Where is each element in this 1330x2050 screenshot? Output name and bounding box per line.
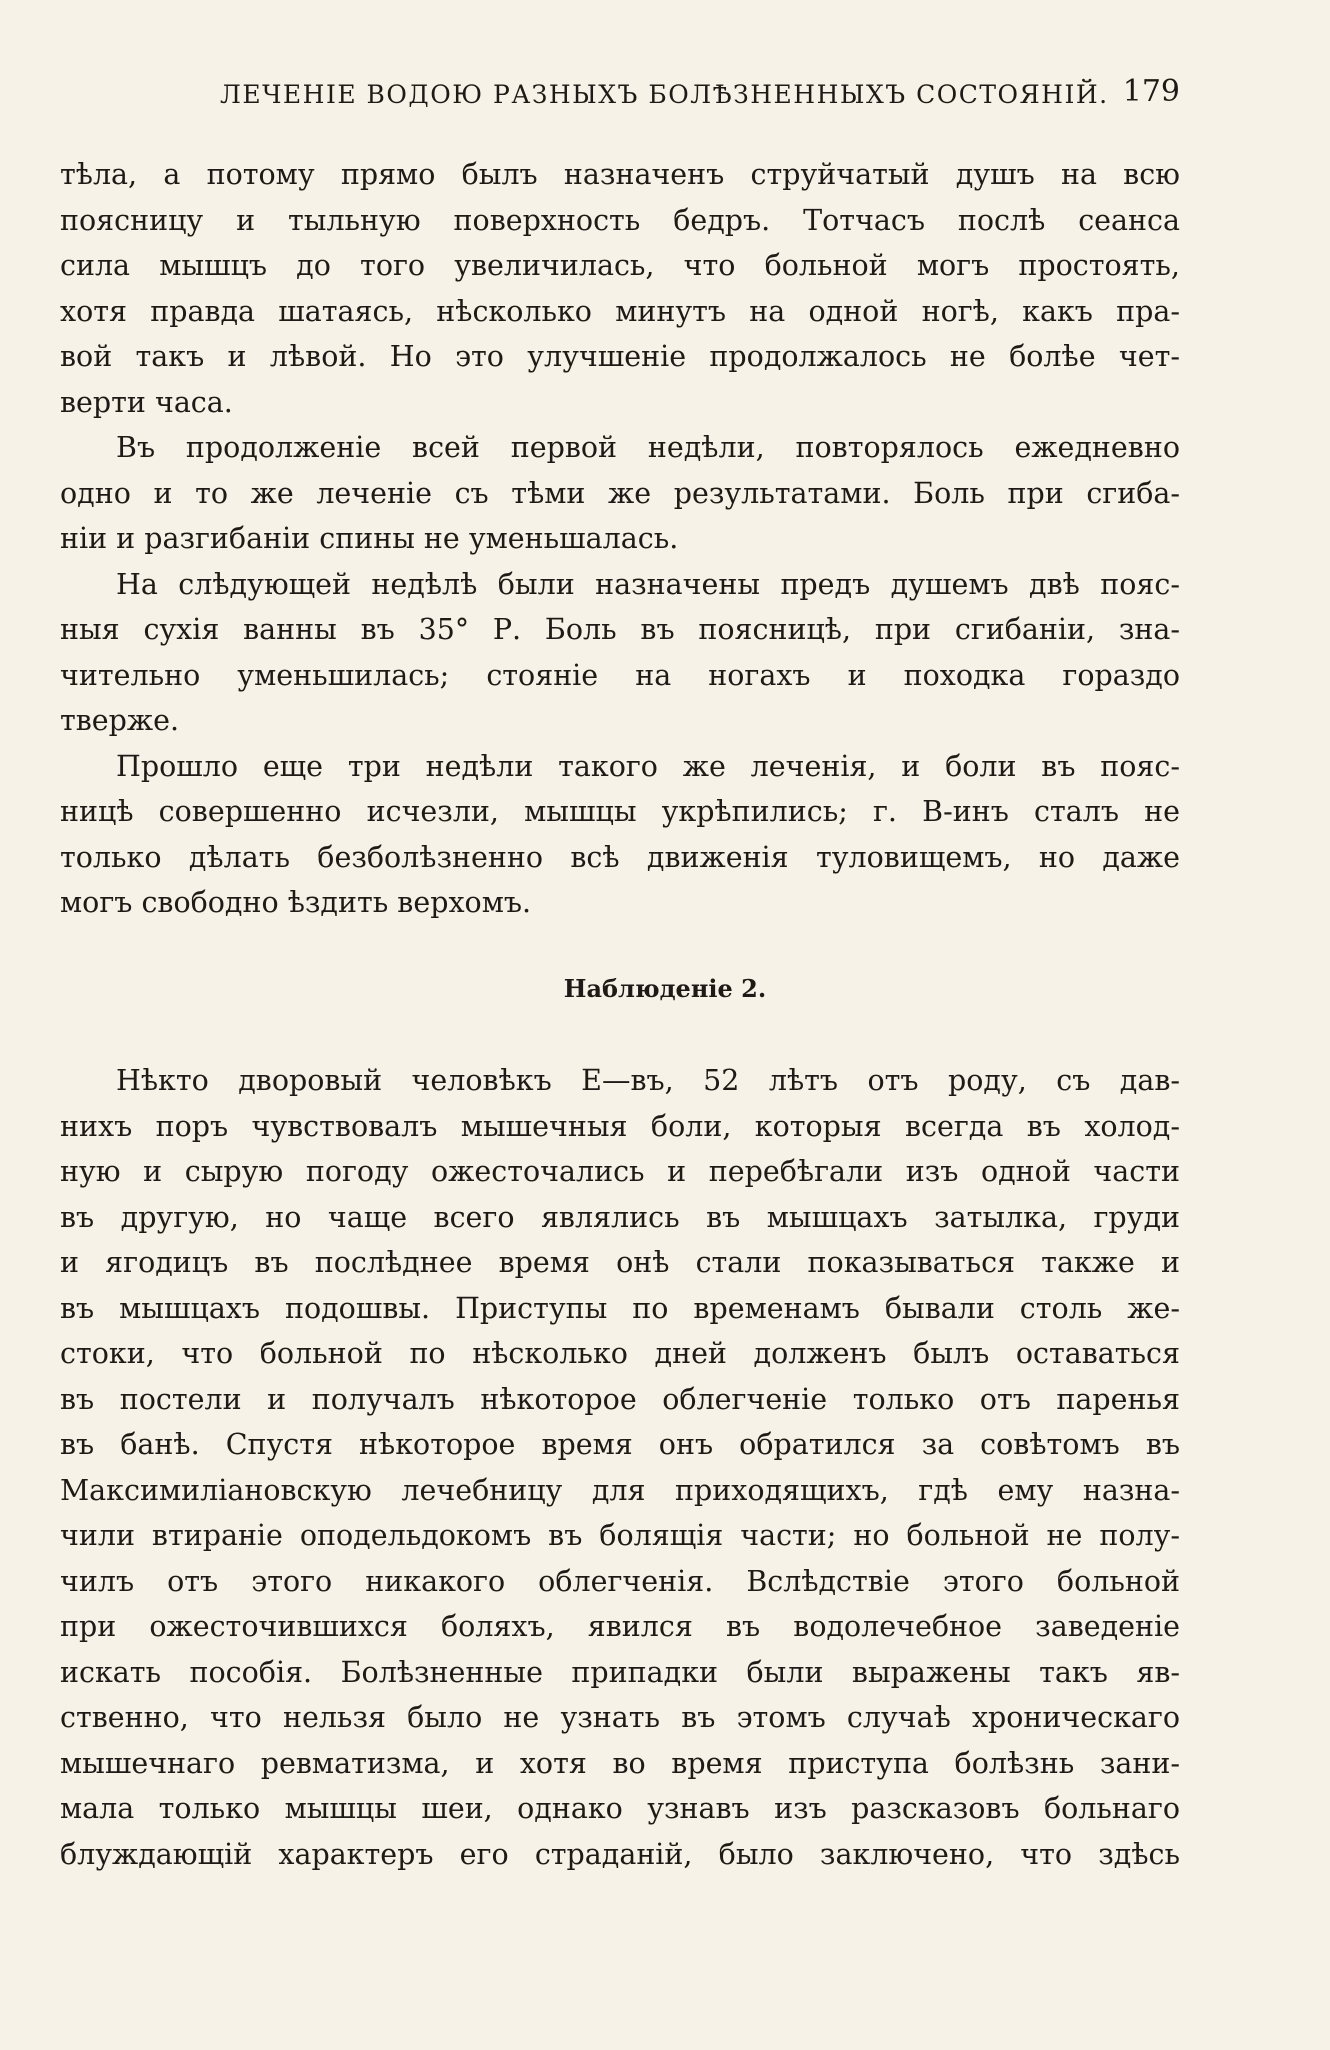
text-line: Прошло еще три недѣли такого же леченія, и боли въ пояс- [116, 749, 1180, 783]
page-number: 179 [1122, 74, 1180, 109]
text-line: Максимиліановскую лечебницу для приходящихъ, гдѣ ему назна- [60, 1473, 1180, 1507]
text-line: чилъ отъ этого никакого облегченія. Вслѣдствіе этого больной [60, 1564, 1180, 1598]
text-line: Нѣкто дворовый человѣкъ Е—въ, 52 лѣтъ отъ роду, съ дав- [116, 1064, 1180, 1097]
page-header [60, 70, 1180, 120]
text-line: тверже. [60, 704, 180, 737]
text-line: сила мышцъ до того увеличилась, что больной могъ простоять, [60, 249, 1180, 282]
text-line: только дѣлать безболѣзненно всѣ движенія туловищемъ, но даже [60, 840, 1180, 874]
text-line: Въ продолженіе всей первой недѣли, повторялось ежедневно [116, 431, 1180, 464]
text-line: На слѣдующей недѣлѣ были назначены предъ душемъ двѣ пояс- [116, 567, 1180, 601]
text-line: мала только мышцы шеи, однако узнавъ изъ разсказовъ больнаго [60, 1792, 1180, 1825]
text-line: искать пособія. Болѣзненные припадки были выражены такъ яв- [60, 1655, 1180, 1689]
text-line: ніи и разгибаніи спины не уменьшалась. [60, 522, 679, 555]
text-line: блуждающій характеръ его страданій, было заключено, что здѣсь [60, 1837, 1180, 1871]
text-block-2 [60, 1058, 1180, 1877]
text-line: стоки, что больной по нѣсколько дней долженъ былъ оставаться [60, 1337, 1180, 1370]
running-title: ЛЕЧЕНІЕ ВОДОЮ РАЗНЫХЪ БОЛѢЗНЕННЫХЪ СОСТОЯНІЙ. [220, 80, 1109, 109]
text-line: тѣла, а потому прямо былъ назначенъ струйчатый душъ на всю [60, 158, 1180, 191]
text-line: ную и сырую погоду ожесточались и перебѣгали изъ одной части [60, 1155, 1180, 1188]
text-line: поясницу и тыльную поверхность бедръ. Тотчасъ послѣ сеанса [60, 203, 1180, 237]
text-line: въ банѣ. Спустя нѣкоторое время онъ обратился за совѣтомъ въ [60, 1428, 1180, 1461]
section-heading: Наблюденіе 2. [563, 974, 767, 1003]
text-line: мышечнаго ревматизма, и хотя во время приступа болѣзнь зани- [60, 1746, 1180, 1780]
text-line: при ожесточившихся боляхъ, явился въ водолечебное заведеніе [60, 1610, 1180, 1643]
text-line: ственно, что нельзя было не узнать въ этомъ случаѣ хроническаго [60, 1701, 1180, 1734]
text-line: и ягодицъ въ послѣднее время онѣ стали показываться также и [60, 1246, 1180, 1279]
text-line: верти часа. [60, 385, 233, 419]
text-line: въ постели и получалъ нѣкоторое облегченіе только отъ паренья [60, 1382, 1180, 1416]
text-line: чительно уменьшилась; стояніе на ногахъ и походка гораздо [60, 658, 1180, 692]
text-line: ницѣ совершенно исчезли, мышцы укрѣпились; г. В-инъ сталъ не [60, 795, 1180, 828]
text-line: вой такъ и лѣвой. Но это улучшеніе продолжалось не болѣе чет- [60, 340, 1180, 373]
text-line: нихъ поръ чувствовалъ мышечныя боли, которыя всегда въ холод- [60, 1109, 1180, 1143]
text-line: въ мышцахъ подошвы. Приступы по временамъ бывали столь же- [60, 1291, 1180, 1325]
text-line: ныя сухія ванны въ 35° Р. Боль въ поясницѣ, при сгибаніи, зна- [60, 613, 1180, 646]
text-line: могъ свободно ѣздить верхомъ. [60, 886, 532, 919]
text-line: хотя правда шатаясь, нѣсколько минутъ на одной ногѣ, какъ пра- [60, 294, 1180, 328]
text-block-1 [60, 152, 1180, 926]
text-line: чили втираніе оподельдокомъ въ болящія части; но больной не полу- [60, 1519, 1180, 1552]
text-line: въ другую, но чаще всего являлись въ мышцахъ затылка, груди [60, 1200, 1180, 1234]
text-line: одно и то же леченіе съ тѣми же результатами. Боль при сгиба- [60, 476, 1180, 510]
